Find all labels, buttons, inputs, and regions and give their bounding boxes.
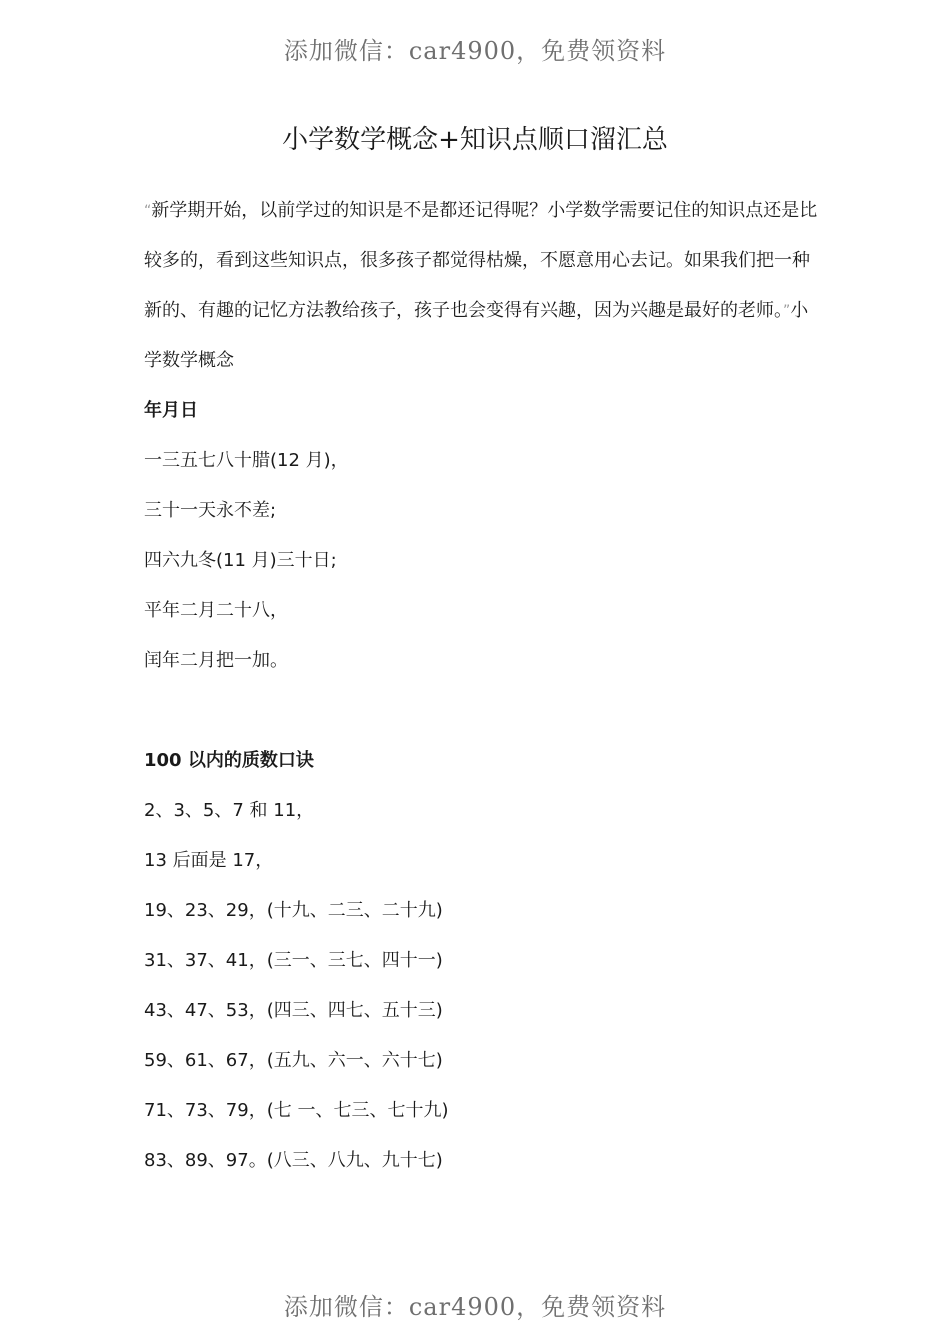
open-quote: “ — [144, 203, 152, 219]
primes-line: 19、23、29，(十九、二三、二十九) — [144, 900, 443, 921]
section-heading-calendar: 年月日 — [144, 400, 198, 421]
primes-line: 43、47、53，(四三、四七、五十三) — [144, 1000, 443, 1021]
calendar-line: 闰年二月把一加。 — [144, 650, 288, 671]
watermark-bottom: 添加微信：car4900，免费领资料 — [283, 1293, 667, 1321]
intro-tail: 小学数学概念 — [144, 300, 809, 371]
calendar-line: 四六九冬(11 月)三十日; — [144, 550, 337, 571]
primes-line: 83、89、97。(八三、八九、九十七) — [144, 1150, 443, 1171]
primes-line: 31、37、41，(三一、三七、四十一) — [144, 950, 443, 971]
calendar-line: 平年二月二十八， — [144, 600, 288, 621]
document-title: 小学数学概念+知识点顺口溜汇总 — [282, 125, 668, 155]
intro-text: 新学期开始，以前学过的知识是不是都还记得呢？小学数学需要记住的知识点还是比较多的，看到这些知识点，很多孩子都觉得枯燥，不愿意用心去记。如果我们把一种新的、有趣的记忆方法教给孩子，孩子也会变得有兴趣，因为兴趣是最好的老师。 — [144, 200, 818, 321]
section-spacer — [144, 686, 824, 736]
primes-line: 59、61、67，(五九、六一、六十七) — [144, 1050, 443, 1071]
close-quote: ” — [783, 303, 791, 319]
calendar-line: 三十一天永不差; — [144, 500, 277, 521]
primes-line: 13 后面是 17， — [144, 850, 274, 871]
intro-paragraph — [144, 186, 824, 386]
document-body — [144, 186, 824, 1186]
watermark-top: 添加微信：car4900，免费领资料 — [283, 37, 667, 65]
section-heading-primes: 100 以内的质数口诀 — [144, 750, 314, 771]
primes-line: 2、3、5、7 和 11， — [144, 800, 315, 821]
calendar-line: 一三五七八十腊(12 月)， — [144, 450, 349, 471]
primes-line: 71、73、79，(七 一、七三、七十九) — [144, 1100, 449, 1121]
